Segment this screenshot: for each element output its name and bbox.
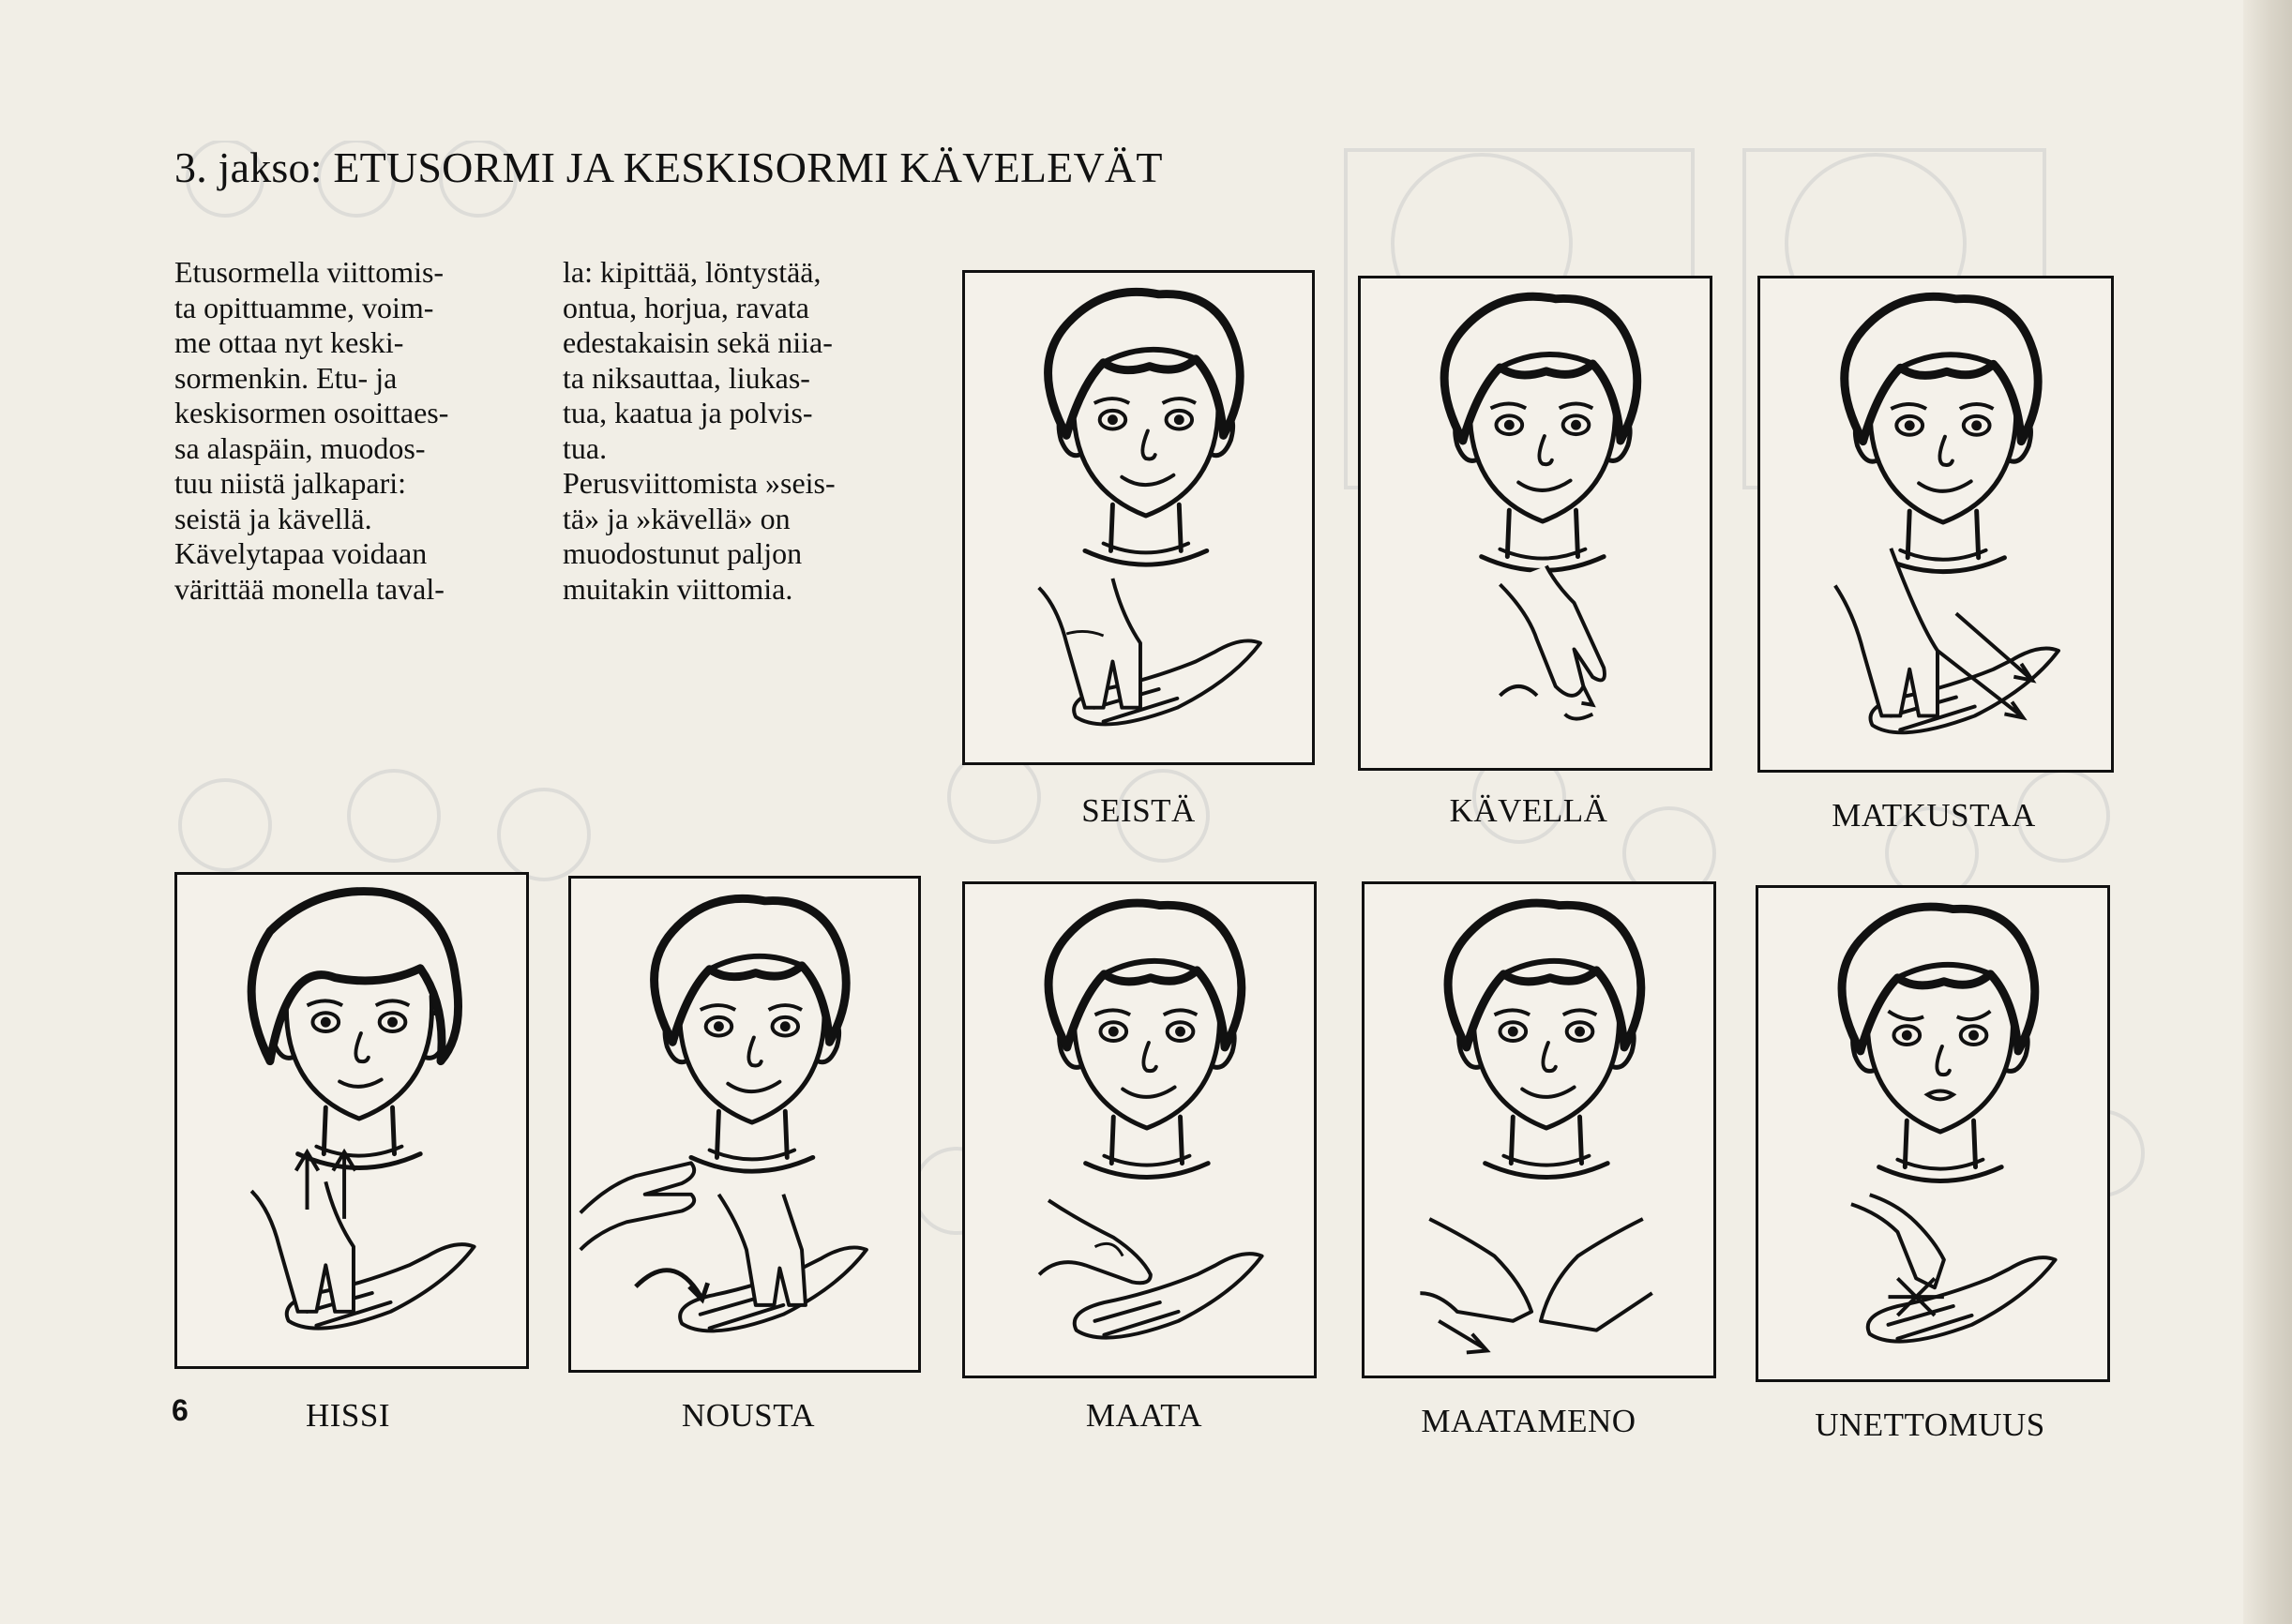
sign-illustration-maatameno [1362, 881, 1716, 1378]
page-number: 6 [172, 1393, 188, 1427]
sign-illustration-hissi [174, 872, 529, 1369]
sign-label-seista: SEISTÄ [1081, 792, 1196, 829]
sign-illustration-nousta [568, 876, 921, 1373]
text-line: Perusviittomista »seis- [563, 466, 836, 500]
sign-label-nousta: NOUSTA [681, 1397, 816, 1434]
text-line: ta niksauttaa, liukas- [563, 360, 810, 395]
sign-label-maatameno: MAATAMENO [1421, 1403, 1636, 1439]
text-line: muitakin viittomia. [563, 571, 793, 606]
sign-illustration-seista [962, 270, 1315, 765]
sign-illustration-matkustaa [1757, 276, 2114, 773]
text-line: seistä ja kävellä. [174, 501, 372, 535]
text-line: Etusormella viittomis- [174, 255, 445, 289]
text-line: ta opittuamme, voim- [174, 290, 434, 324]
text-line: me ottaa nyt keski- [174, 325, 404, 359]
text-line: värittää monella taval- [174, 571, 445, 606]
sign-label-maata: MAATA [1085, 1397, 1203, 1434]
sign-label-kavella: KÄVELLÄ [1449, 792, 1608, 829]
sign-illustration-unettomuus [1756, 885, 2110, 1382]
intro-column-2 [563, 255, 913, 607]
intro-column-1 [174, 255, 527, 607]
page-edge [2243, 0, 2292, 1624]
text-line: tua, kaatua ja polvis- [563, 396, 813, 429]
sign-illustration-kavella [1358, 276, 1712, 771]
text-line: sa alaspäin, muodos- [174, 430, 426, 465]
sign-label-unettomuus: UNETTOMUUS [1815, 1406, 2045, 1443]
text-line: tä» ja »kävellä» on [563, 501, 791, 535]
text-line: tua. [563, 430, 608, 465]
text-line: tuu niistä jalkapari: [174, 466, 407, 500]
text-line: la: kipittää, löntystää, [563, 255, 822, 289]
text-line: muodostunut paljon [563, 536, 803, 570]
section-title: 3. jakso: ETUSORMI JA KESKISORMI KÄVELEVÄT [174, 143, 1163, 191]
text-line: edestakaisin sekä niia- [563, 325, 833, 359]
sign-label-hissi: HISSI [305, 1397, 391, 1434]
text-line: Kävelytapaa voidaan [174, 536, 428, 570]
text-line: ontua, horjua, ravata [563, 290, 809, 324]
text-line: keskisormen osoittaes- [174, 396, 449, 429]
sign-label-matkustaa: MATKUSTAA [1832, 797, 2036, 834]
sign-illustration-maata [962, 881, 1317, 1378]
text-line: sormenkin. Etu- ja [174, 360, 398, 395]
